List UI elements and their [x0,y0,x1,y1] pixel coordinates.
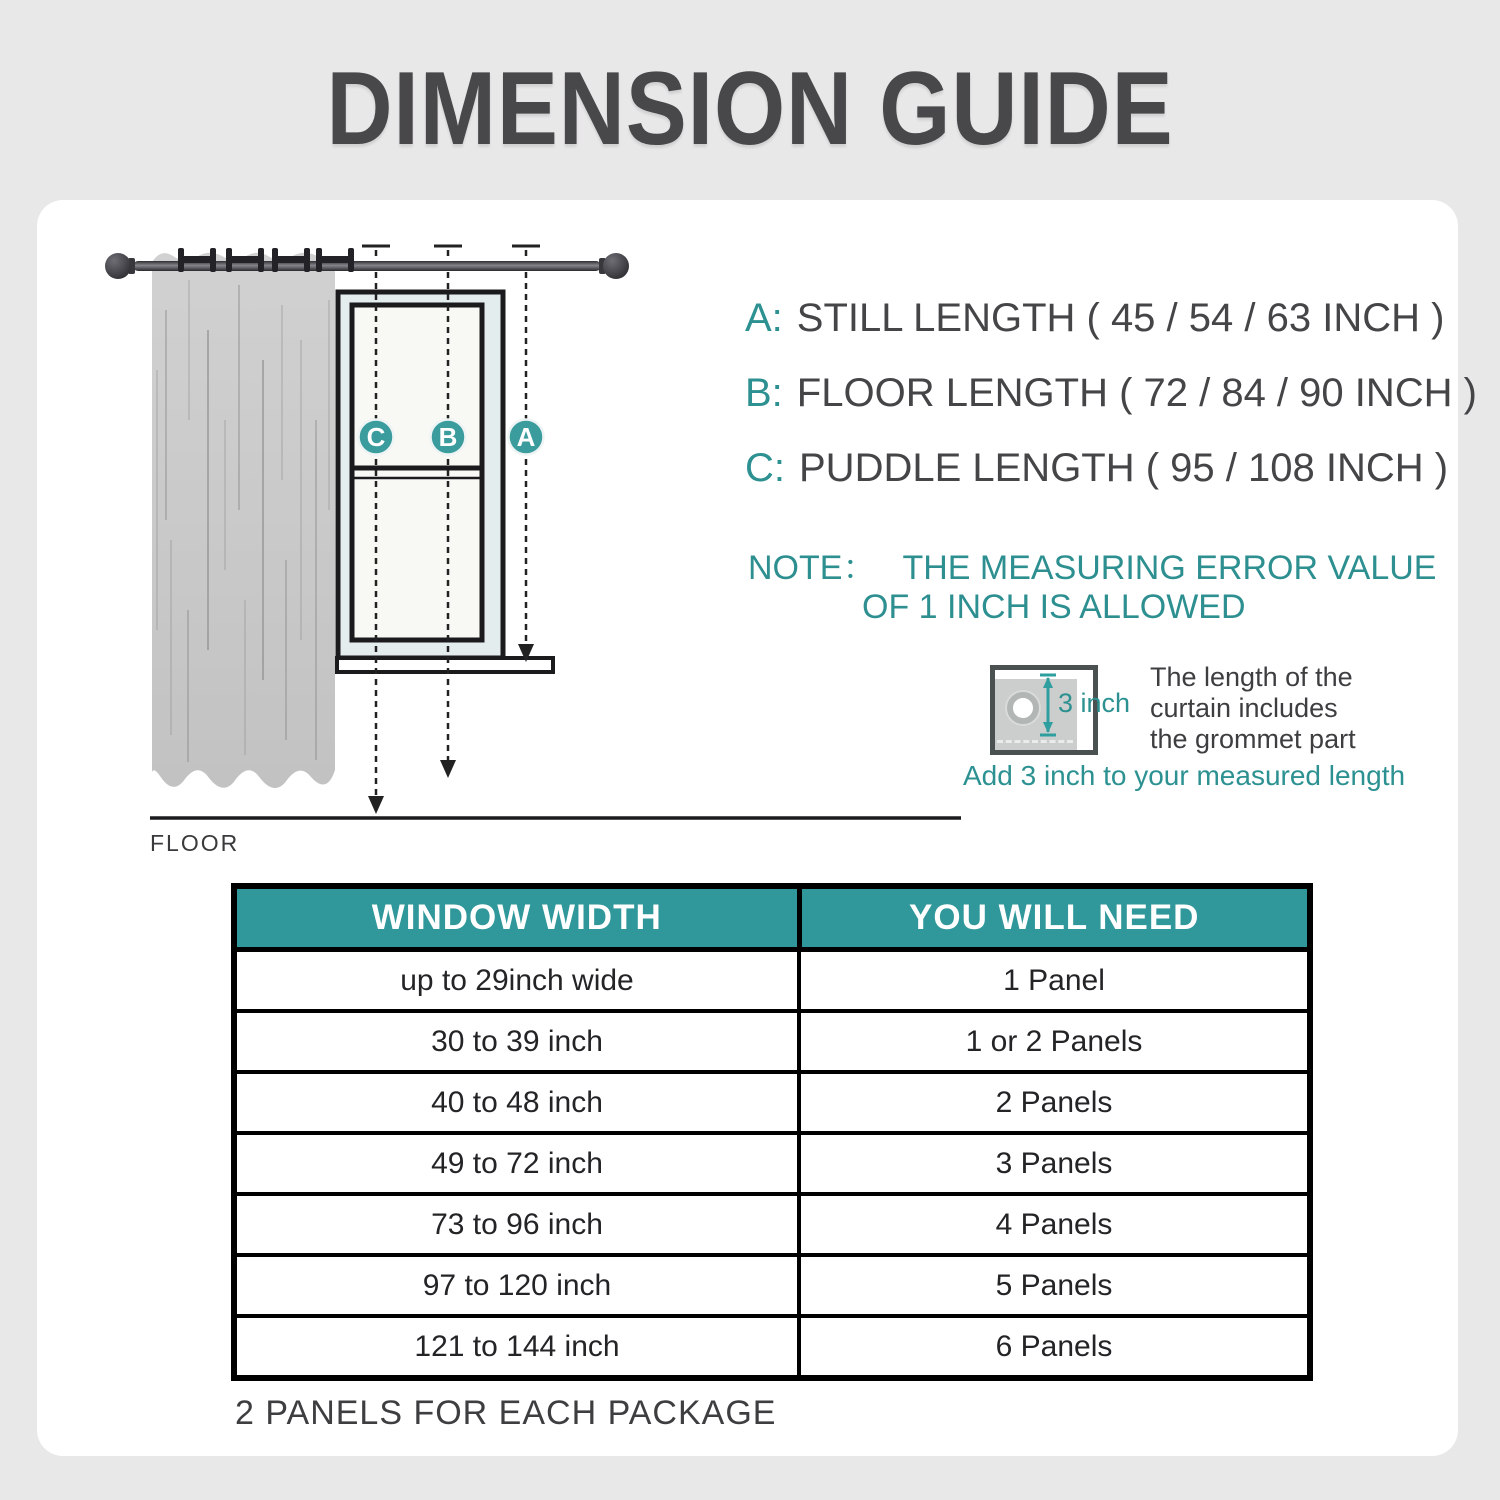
window-sill [337,658,553,672]
table-row [234,1194,1310,1255]
cell-need-0: 1 Panel [799,950,1310,1012]
marker-letter-a: A [516,422,536,452]
panel-size-table [231,883,1313,1381]
header-you-will-need: YOU WILL NEED [799,886,1310,950]
table-row [234,1072,1310,1133]
note-line-1 [748,540,1436,589]
legend-key-b: B: [745,371,783,415]
grommet-desc-line-2: curtain includes [1150,693,1338,723]
cell-need-2: 2 Panels [799,1072,1310,1133]
window-illustration [337,292,553,672]
arrowhead-b [440,760,456,778]
curtain-panel [152,253,335,788]
page-title: DIMENSION GUIDE [326,51,1174,167]
cell-need-4: 4 Panels [799,1194,1310,1255]
table-row [234,1255,1310,1316]
cell-need-6: 6 Panels [799,1316,1310,1378]
hem-dashed-line [997,740,1073,743]
three-inch-arrow-icon [1038,672,1058,738]
legend-text-c: PUDDLE LENGTH ( 95 / 108 INCH ) [799,446,1449,490]
marker-letter-b: B [438,422,458,452]
grommet-desc-line-1: The length of the [1150,662,1353,692]
cell-need-5: 5 Panels [799,1255,1310,1316]
table-header-row [234,886,1310,950]
rod-finial-right [603,253,629,279]
table-row [234,950,1310,1012]
table-row [234,1133,1310,1194]
cell-need-1: 1 or 2 Panels [799,1011,1310,1072]
package-note: 2 PANELS FOR EACH PACKAGE [235,1394,777,1432]
cell-need-3: 3 Panels [799,1133,1310,1194]
grommet-desc-line-3: the grommet part [1150,724,1356,754]
legend-text-b: FLOOR LENGTH ( 72 / 84 / 90 INCH ) [796,371,1477,415]
marker-letter-c: C [366,422,386,452]
cell-width-3: 49 to 72 inch [234,1133,799,1194]
grommet-description [1150,662,1356,755]
table-row [234,1011,1310,1072]
grommet-ring-icon [1007,692,1039,724]
cell-width-1: 30 to 39 inch [234,1011,799,1072]
add-three-inch-note: Add 3 inch to your measured length [963,760,1406,791]
cell-width-0: up to 29inch wide [234,950,799,1012]
legend-text-a: STILL LENGTH ( 45 / 54 / 63 INCH ) [796,296,1445,340]
header-window-width: WINDOW WIDTH [234,886,799,950]
legend-row-c [745,446,1448,491]
note-text-1: THE MEASURING ERROR VALUE [902,549,1437,587]
cell-width-5: 97 to 120 inch [234,1255,799,1316]
floor-label: FLOOR [150,830,240,856]
legend-key-a: A: [745,296,783,340]
legend-row-a [745,296,1444,341]
measure-markers [359,420,544,455]
table-row [234,1316,1310,1378]
cell-width-2: 40 to 48 inch [234,1072,799,1133]
cell-width-4: 73 to 96 inch [234,1194,799,1255]
legend-row-b [745,371,1477,416]
three-inch-label: 3 inch [1058,688,1131,718]
rod-finial-left [105,253,131,279]
legend-key-c: C: [745,446,785,490]
note-label: NOTE： [748,549,877,587]
cell-width-6: 121 to 144 inch [234,1316,799,1378]
arrowhead-c [368,796,384,814]
note-line-2: OF 1 INCH IS ALLOWED [862,588,1246,626]
